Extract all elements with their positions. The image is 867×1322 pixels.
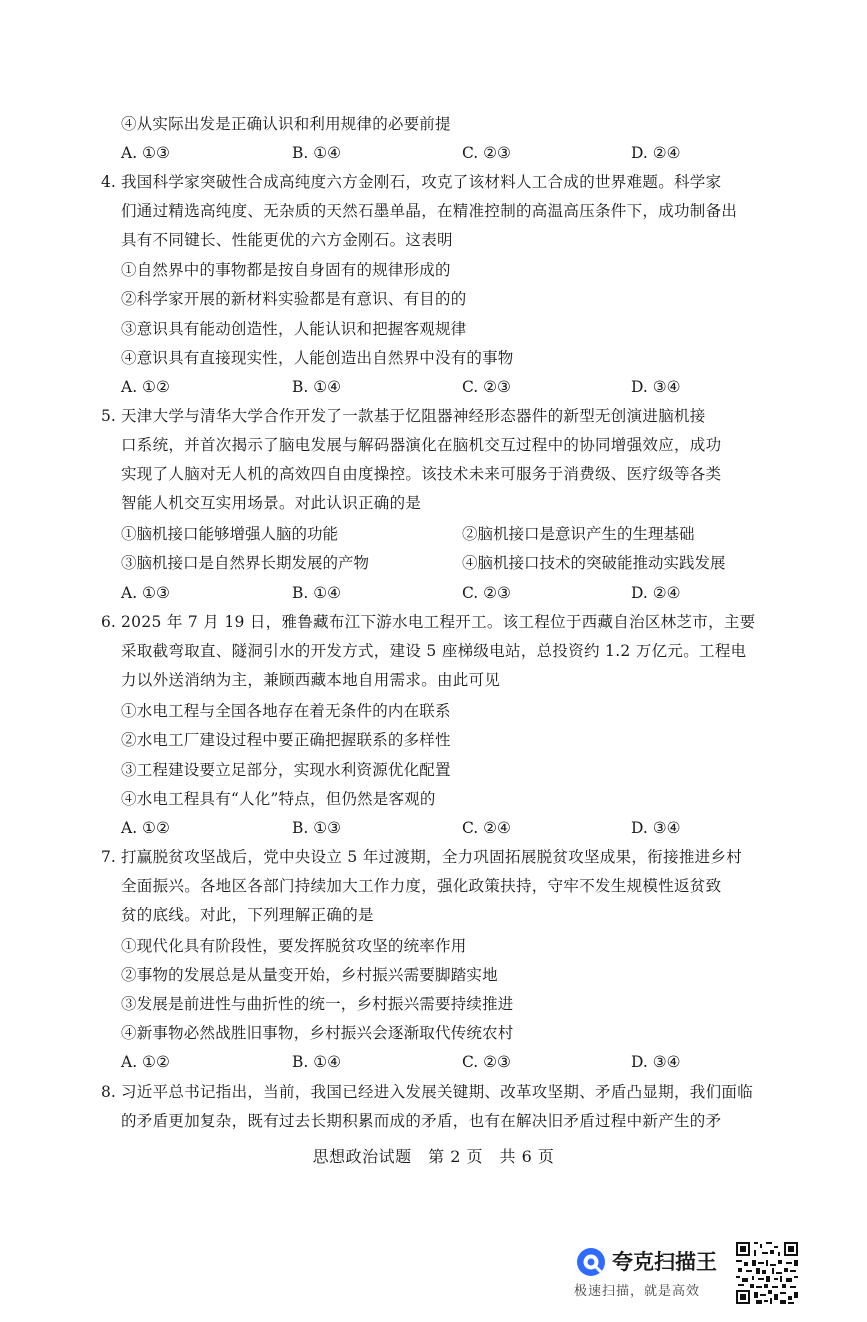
q7-stem-line-3: 贫的底线。对此，下列理解正确的是 — [121, 906, 374, 924]
q5-statement-3: ③脑机接口是自然界长期发展的产物 — [121, 554, 370, 572]
q4-statement-3: ③意识具有能动创造性，人能认识和把握客观规律 — [121, 320, 467, 338]
q5-statements-row-1 — [121, 523, 741, 545]
option-b: B. ①④ — [292, 1053, 342, 1071]
scanner-watermark — [572, 1245, 732, 1305]
q4-statement-2: ②科学家开展的新材料实验都是有意识、有目的的 — [121, 290, 467, 308]
option-d: D. ②④ — [631, 144, 681, 162]
q7-statement-3: ③发展是前进性与曲折性的统一，乡村振兴需要持续推进 — [121, 995, 514, 1013]
scanner-slogan: 极速扫描，就是高效 — [574, 1284, 701, 1299]
q8-stem-line-2: 的矛盾更加复杂，既有过去长期积累而成的矛盾，也有在解决旧矛盾过程中新产生的矛 — [121, 1112, 722, 1130]
q5-stem-line-2: 口系统，并首次揭示了脑电发展与解码器演化在脑机交互过程中的协同增强效应，成功 — [121, 436, 722, 454]
q5-statement-4: ④脑机接口技术的突破能推动实践发展 — [462, 554, 726, 572]
q5-stem-line-3: 实现了人脑对无人机的高效四自由度操控。该技术未来可服务于消费级、医疗级等各类 — [121, 465, 722, 483]
q6-options — [121, 817, 741, 839]
option-b: B. ①④ — [292, 144, 342, 162]
q5-stem-line-1: 天津大学与清华大学合作开发了一款基于忆阻器神经形态器件的新型无创演进脑机接 — [121, 407, 706, 425]
q4-number: 4. — [101, 173, 116, 191]
q8-number: 8. — [101, 1083, 116, 1101]
option-b: B. ①④ — [292, 584, 342, 602]
q5-statements-row-2 — [121, 552, 741, 574]
scanner-brand-name: 夸克扫描王 — [612, 1250, 717, 1274]
option-c: C. ②③ — [462, 378, 511, 396]
option-c: C. ②③ — [462, 584, 511, 602]
q6-number: 6. — [101, 613, 116, 631]
option-a: A. ①② — [121, 819, 170, 837]
option-b: B. ①④ — [292, 378, 342, 396]
q7-stem-line-2: 全面振兴。各地区各部门持续加大工作力度，强化政策扶持，守牢不发生规模性返贫致 — [121, 877, 722, 895]
option-b: B. ①③ — [292, 819, 342, 837]
q5-stem-line-4: 智能人机交互实用场景。对此认识正确的是 — [121, 494, 422, 512]
q7-statement-1: ①现代化具有阶段性，要发挥脱贫攻坚的统率作用 — [121, 937, 467, 955]
q6-stem-line-2: 采取截弯取直、隧洞引水的开发方式，建设 5 座梯级电站，总投资约 1.2 万亿元。工程电 — [121, 642, 747, 660]
option-c: C. ②④ — [462, 819, 511, 837]
q6-stem-line-3: 力以外送消纳为主，兼顾西藏本地自用需求。由此可见 — [121, 671, 501, 689]
q5-number: 5. — [101, 407, 116, 425]
page-footer: 思想政治试题 第 2 页 共 6 页 — [312, 1147, 555, 1166]
option-c: C. ②③ — [462, 1053, 511, 1071]
option-d: D. ③④ — [631, 1053, 681, 1071]
q7-options — [121, 1051, 741, 1073]
q4-stem-line-2: 们通过精选高纯度、无杂质的天然石墨单晶，在精准控制的高温高压条件下，成功制备出 — [121, 202, 738, 220]
option-d: D. ③④ — [631, 819, 681, 837]
option-a: A. ①③ — [121, 144, 170, 162]
q6-statement-3: ③工程建设要立足部分，实现水利资源优化配置 — [121, 761, 451, 779]
q6-statement-2: ②水电工厂建设过程中要正确把握联系的多样性 — [121, 731, 451, 749]
q4-options — [121, 376, 741, 398]
q6-stem-line-1: 2025 年 7 月 19 日，雅鲁藏布江下游水电工程开工。该工程位于西藏自治区林芝市，主要 — [121, 613, 756, 631]
q7-stem-line-1: 打赢脱贫攻坚战后，党中央设立 5 年过渡期，全力巩固拓展脱贫攻坚成果，衔接推进乡村 — [121, 848, 743, 866]
q4-stem-line-1: 我国科学家突破性合成高纯度六方金刚石，攻克了该材料人工合成的世界难题。科学家 — [121, 173, 722, 191]
q3-options — [121, 142, 741, 164]
option-a: A. ①② — [121, 1053, 170, 1071]
q6-statement-1: ①水电工程与全国各地存在着无条件的内在联系 — [121, 702, 451, 720]
qr-code-icon — [734, 1240, 800, 1306]
q4-statement-4: ④意识具有直接现实性，人能创造出自然界中没有的事物 — [121, 349, 514, 367]
option-d: D. ③④ — [631, 378, 681, 396]
q4-statement-1: ①自然界中的事物都是按自身固有的规律形成的 — [121, 261, 451, 279]
q7-number: 7. — [101, 848, 116, 866]
q7-statement-2: ②事物的发展总是从量变开始，乡村振兴需要脚踏实地 — [121, 966, 498, 984]
option-d: D. ②④ — [631, 584, 681, 602]
q5-statement-2: ②脑机接口是意识产生的生理基础 — [462, 525, 695, 543]
option-a: A. ①② — [121, 378, 170, 396]
q6-statement-4: ④水电工程具有“人化”特点，但仍然是客观的 — [121, 790, 436, 808]
q3-statement-4: ④从实际出发是正确认识和利用规律的必要前提 — [121, 115, 451, 133]
option-a: A. ①③ — [121, 584, 170, 602]
q5-statement-1: ①脑机接口能够增强人脑的功能 — [121, 525, 339, 543]
q4-stem-line-3: 具有不同键长、性能更优的六方金刚石。这表明 — [121, 231, 453, 249]
q7-statement-4: ④新事物必然战胜旧事物，乡村振兴会逐渐取代传统农村 — [121, 1024, 514, 1042]
option-c: C. ②③ — [462, 144, 511, 162]
q5-options — [121, 582, 741, 604]
quark-logo-icon — [576, 1247, 606, 1277]
q8-stem-line-1: 习近平总书记指出，当前，我国已经进入发展关键期、改革攻坚期、矛盾凸显期，我们面临 — [121, 1083, 754, 1101]
